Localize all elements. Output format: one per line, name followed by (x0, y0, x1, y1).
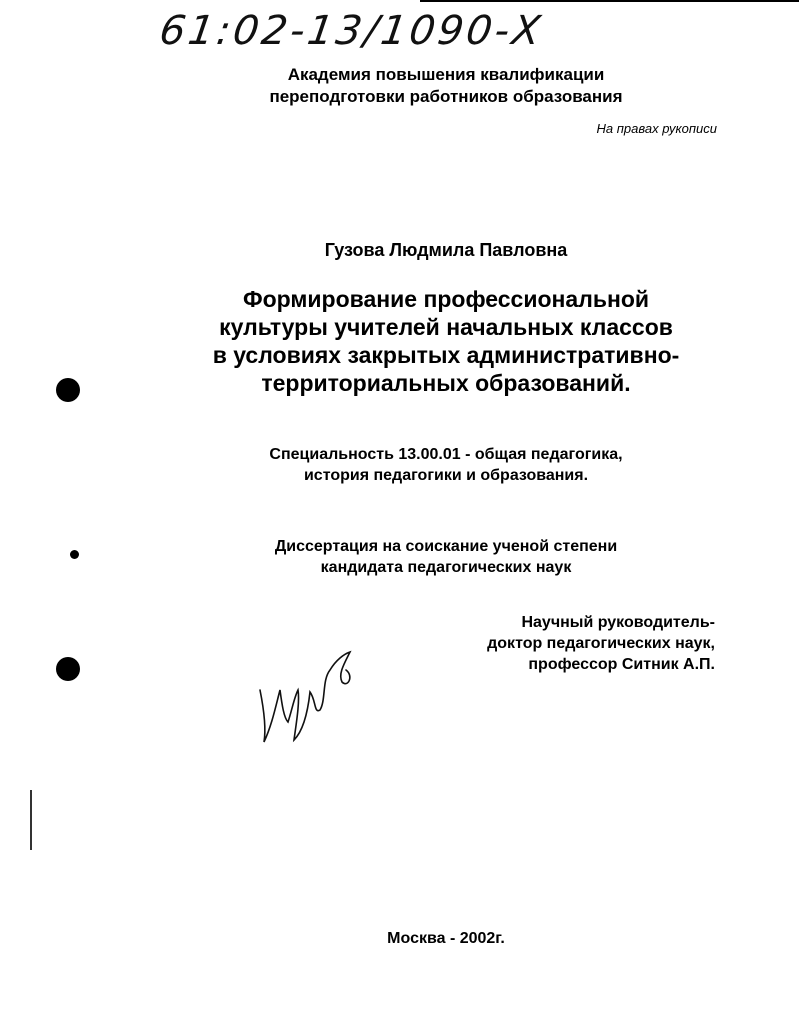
degree-line-1: Диссертация на соискание ученой степени (274, 538, 618, 555)
advisor-line-1: Научный руководитель- (521, 614, 715, 631)
degree-line-2: кандидата педагогических наук (320, 559, 572, 576)
title-line-2: культуры учителей начальных классов (219, 314, 673, 340)
title-line-3: в условиях закрытых административно- (212, 342, 680, 368)
top-border-line (420, 0, 799, 2)
handwritten-signature (250, 630, 360, 750)
author-name: Гузова Людмила Павловна (324, 240, 568, 260)
institution-line-1: Академия повышения квалификации (287, 65, 605, 84)
institution-line-2: переподготовки работников образования (269, 87, 623, 106)
specialty-line-1: Специальность 13.00.01 - общая педагогика, (269, 446, 623, 463)
specialty-block (0, 444, 799, 486)
thesis-title (0, 285, 799, 397)
punch-hole (56, 657, 80, 681)
degree-block (0, 536, 799, 578)
institution-name (0, 64, 799, 108)
margin-scan-line (30, 790, 32, 850)
specialty-line-2: история педагогики и образования. (303, 467, 589, 484)
advisor-line-3: профессор Ситник А.П. (528, 656, 715, 673)
scientific-advisor-block (487, 612, 715, 675)
punch-hole (56, 378, 80, 402)
advisor-line-2: доктор педагогических наук, (487, 635, 715, 652)
title-line-4: территориальных образований. (261, 370, 631, 396)
handwritten-archive-number: 61:02-13/1090-Х (156, 8, 546, 54)
city-and-year: Москва - 2002г. (387, 930, 505, 947)
title-line-1: Формирование профессиональной (242, 286, 650, 312)
punch-hole-small (70, 550, 79, 559)
manuscript-rights-note: На правах рукописи (596, 121, 717, 136)
